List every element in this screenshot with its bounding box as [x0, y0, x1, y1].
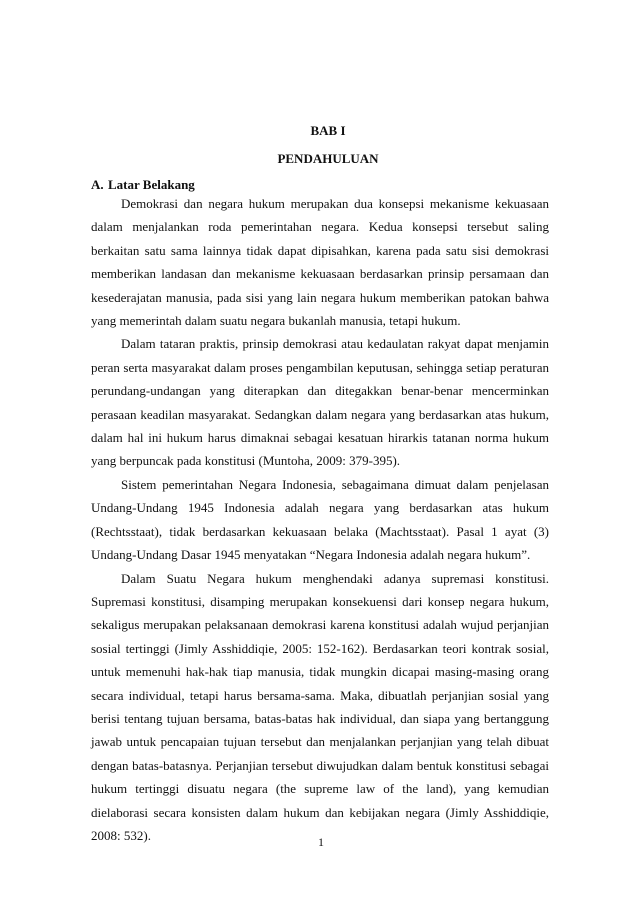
body-text: [91, 192, 549, 847]
chapter-title: PENDAHULUAN: [277, 151, 379, 166]
paragraph-4: Dalam Suatu Negara hukum menghendaki adanya supremasi konstitusi. Supremasi konstitusi, disamping merupakan konsekuensi dari konsep negara hukum, sekaligus merupakan pelaksanaan demokrasi karena konstitusi adalah wujud perjanjian sosial tertinggi (Jimly Asshiddiqie, 2005: 152-162). Berdasarkan teori kontrak sosial, untuk memenuhi hak-hak tiap manusia, tidak mungkin dicapai masing-masing orang secara individual, tetapi harus bersama-sama. Maka, dibuatlah perjanjian sosial yang berisi tentang tujuan bersama, batas-batas hak individual, dan siapa yang bertanggung jawab untuk pencapaian tujuan tersebut dan menjalankan perjanjian yang telah dibuat dengan batas-batasnya. Perjanjian tersebut diwujudkan dalam bentuk konstitusi sebagai hukum tertinggi disuatu negara (the supreme law of the land), yang kemudian dielaborasi secara konsisten dalam hukum dan kebijakan negara (Jimly Asshiddiqie, 2008: 532).: [91, 570, 549, 843]
section-heading: [91, 177, 195, 193]
section-title: Latar Belakang: [108, 177, 195, 192]
paragraph-2: Dalam tataran praktis, prinsip demokrasi atau kedaulatan rakyat dapat menjamin peran serta masyarakat dalam proses pengambilan keputusan, sehingga setiap peraturan perundang-undangan yang diterapkan dan ditegakkan benar-benar mencerminkan perasaan keadilan masyarakat. Sedangkan dalam negara yang berdasarkan atas hukum, dalam hal ini hukum harus dimaknai sebagai kesatuan hirarkis tatanan norma hukum yang berpuncak pada konstitusi (Muntoha, 2009: 379-395).: [91, 336, 549, 469]
page-number: 1: [318, 835, 324, 849]
chapter-number: BAB I: [310, 123, 346, 138]
section-letter: A.: [91, 177, 104, 192]
paragraph-3: Sistem pemerintahan Negara Indonesia, sebagaimana dimuat dalam penjelasan Undang-Undang 1945 Indonesia adalah negara yang berdasarkan atas hukum (Rechtsstaat), tidak berdasarkan kekuasaan belaka (Machtsstaat). Pasal 1 ayat (3) Undang-Undang Dasar 1945 menyatakan “Negara Indonesia adalah negara hukum”.: [91, 476, 549, 563]
paragraph-1: Demokrasi dan negara hukum merupakan dua konsepsi mekanisme kekuasaan dalam menjalankan roda pemerintahan negara. Kedua konsepsi tersebut saling berkaitan satu sama lainnya tidak dapat dipisahkan, karena pada satu sisi demokrasi memberikan landasan dan mekanisme kekuasaan berdasarkan prinsip persamaan dan kesederajatan manusia, pada sisi yang lain negara hukum memberikan patokan bahwa yang memerintah dalam suatu negara bukanlah manusia, tetapi hukum.: [91, 196, 549, 329]
